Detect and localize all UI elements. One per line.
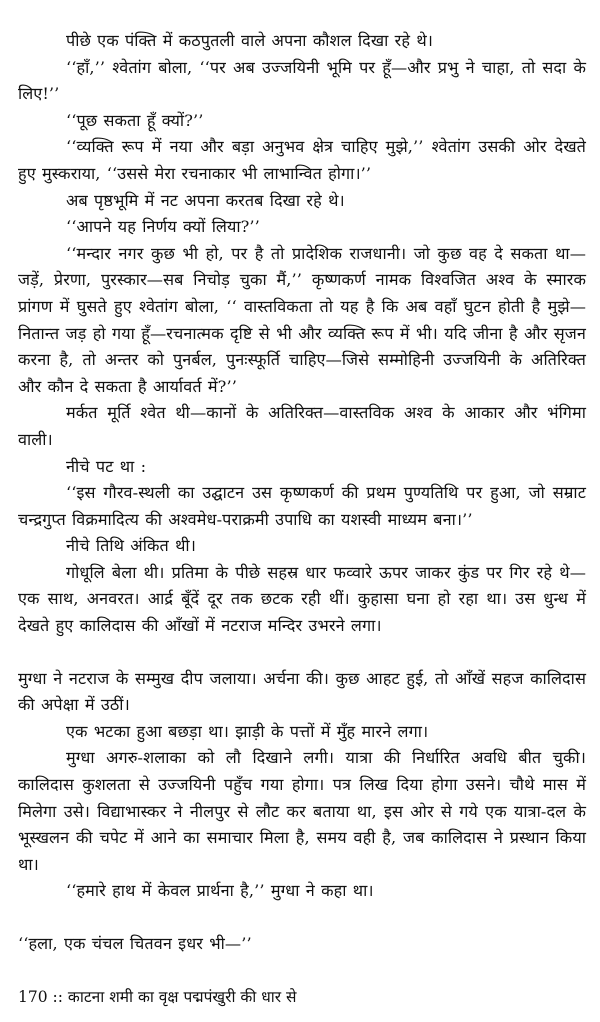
paragraph: मर्कत मूर्ति श्वेत थी—कानों के अतिरिक्त—वास्तविक अश्व के आकार और भंगिमा वाली। [18,403,586,449]
paragraph: एक भटका हुआ बछड़ा था। झाड़ी के पत्तों में मुँह मारने लगा। [66,721,429,741]
section-break [18,640,586,666]
paragraph: ‘‘आपने यह निर्णय क्यों लिया?’’ [66,217,260,237]
paragraph: नीचे पट था : [66,456,147,476]
paragraph: ‘‘हमारे हाथ में केवल प्रार्थना है,’’ मुग्धा ने कहा था। [66,881,374,901]
paragraph: ‘‘हाँ,’’ श्वेतांग बोला, ‘‘पर अब उज्जयिनी भूमि पर हूँ—और प्रभु ने चाहा, तो सदा के लिए!’’ [18,57,586,104]
book-page-body [18,28,586,958]
page-footer [18,985,297,1007]
page-number: 170 [18,988,48,1006]
paragraph: ‘‘मन्दार नगर कुछ भी हो, पर है तो प्रादेशिक राजधानी। जो कुछ वह दे सकता था—जड़ें, प्रेरणा, पुरस्कार—सब निचोड़ चुका मैं,’’ कृष्णकर्ण नामक विश्वजित अश्व के स्मारक प्रांगण में घुसते हुए श्वेतांग बोला, ‘‘ वास्तविकता तो यह है कि अब वहाँ घुटन होती है मुझे—नितान्त जड़ हो गया हूँ—रचनात्मक दृष्टि से भी और व्यक्ति रूप में भी। यदि जीना है और सृजन करना है, तो अन्तर को पुनर्बल, पुनःस्फूर्ति चाहिए—जिसे सम्मोहिनी उज्जयिनी के अतिरिक्त और कौन दे सकता है आर्यावर्त में?’’ [18,243,586,396]
section-opening-paragraph: मुग्धा ने नटराज के सम्मुख दीप जलाया। अर्चना की। कुछ आहट हुई, तो आँखें सहज कालिदास की अपेक्षा में उठीं। [18,668,586,715]
paragraph: ‘‘व्यक्ति रूप में नया और बड़ा अनुभव क्षेत्र चाहिए मुझे,’’ श्वेतांग उसकी ओर देखते हुए मुस्कराया, ‘‘उससे मेरा रचनाकार भी लाभान्वित होगा।’’ [18,137,586,183]
section-break [18,905,586,931]
paragraph: मुग्धा अगरु-शलाका को लौ दिखाने लगी। यात्रा की निर्धारित अवधि बीत चुकी। कालिदास कुशलता से उज्जयिनी पहुँच गया होगा। पत्र लिख दिया होगा उसने। चौथे मास में मिलेगा उसे। विद्याभास्कर ने नीलपुर से लौट कर बताया था, इस ओर से गये एक यात्रा-दल के भूस्खलन की चपेट में आने का समाचार मिला है, समय वही है, जब कालिदास ने प्रस्थान किया था। [18,748,586,874]
paragraph: पीछे एक पंक्ति में कठपुतली वाले अपना कौशल दिखा रहे थे। [66,31,433,50]
closing-line: ‘‘हला, एक चंचल चितवन इधर भी—’’ [18,934,252,953]
paragraph: गोधूलि बेला थी। प्रतिमा के पीछे सहस्र धार फव्वारे ऊपर जाकर कुंड पर गिर रहे थे—एक साथ, अनवरत। आर्द्र बूँदें दूर तक छटक रही थीं। कुहासा घना हो रहा था। उस धुन्ध में देखते हुए कालिदास की आँखों में नटराज मन्दिर उभरने लगा। [18,562,586,636]
paragraph: नीचे तिथि अंकित थी। [66,536,196,556]
inscription-quote: ‘‘इस गौरव-स्थली का उद्घाटन उस कृष्णकर्ण की प्रथम पुण्यतिथि पर हुआ, जो सम्राट चन्द्रगुप्त विक्रमादित्य की अश्वमेध-पराक्रमी उपाधि का यशस्वी माध्यम बना।’’ [18,483,586,529]
footer-separator: :: [52,988,63,1006]
paragraph: ‘‘पूछ सकता हूँ क्यों?’’ [66,110,204,130]
paragraph: अब पृष्ठभूमि में नट अपना करतब दिखा रहे थे। [66,190,345,210]
running-book-title: काटना शमी का वृक्ष पद्मपंखुरी की धार से [67,988,297,1006]
